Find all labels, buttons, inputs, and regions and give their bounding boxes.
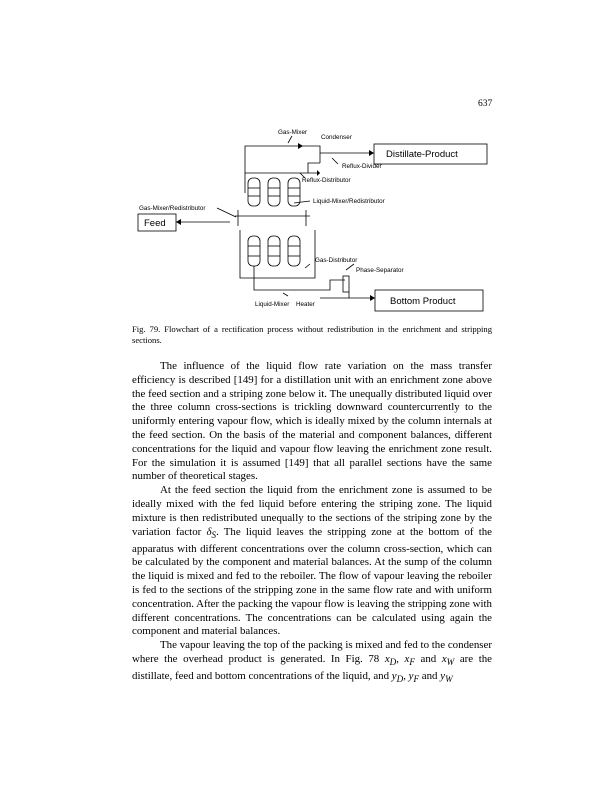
sub-F: F — [409, 657, 415, 668]
label-distillate-product: Distillate-Product — [386, 149, 458, 160]
stripping-section-3 — [288, 236, 300, 266]
enrichment-section-2 — [268, 178, 280, 206]
flowchart-diagram — [120, 118, 520, 328]
delta-sym: δ — [206, 525, 212, 538]
comma: , — [396, 652, 405, 665]
top-vapour-line — [245, 146, 298, 193]
label-liquid-mixer-redistributor: Liquid-Mixer/Redistributor — [313, 198, 385, 205]
paragraph-1: The influence of the liquid flow rate variation on the mass transfer efficiency is described [149] for a distillation unit with an enrichment zone above the feed section and a striping zone below it. The unequally distributed liquid over the three column cross-sections is trickling downward countercurrently to the uniformly entering vapour flow, which is ideally mixed by the column internals at the feed section. On the basis of the material and component balances, different concentrations for the liquid and vapour flow leaving the enrichment zone result. For the simulation it is assumed [149] that all parallel sections have the same number of theoretical stages. — [132, 360, 492, 483]
paragraph-3-part-a: The vapour leaving the top of the packing is mixed and fed to the condenser where the overhead product is generated. In Fig. 78 — [132, 639, 492, 665]
label-heater: Heater — [296, 301, 315, 308]
var-xD — [384, 652, 397, 668]
label-gas-distributor: Gas-Distributor — [315, 257, 358, 264]
flowchart-figure — [120, 118, 520, 328]
var-yD — [391, 669, 404, 685]
var-yF — [408, 669, 420, 685]
var-x: x — [384, 652, 390, 665]
var-y: y — [440, 669, 446, 682]
sub-D: D — [389, 657, 397, 668]
caption-label: Fig. 79. — [132, 324, 161, 334]
figure-caption — [132, 324, 492, 346]
label-reflux-divider: Reflux-Divider — [342, 163, 382, 170]
var-xW — [441, 652, 455, 668]
label-gas-mixer: Gas-Mixer — [278, 129, 308, 136]
var-y: y — [408, 669, 414, 682]
gas-distributor-line — [240, 230, 315, 278]
caption-text: Flowchart of a rectification process without redistribution in the enrichment and stripping sections. — [132, 324, 492, 345]
var-yW — [440, 669, 453, 685]
label-phase-separator: Phase-Separator — [356, 267, 404, 274]
condenser-line — [298, 146, 333, 153]
stripping-section-2 — [268, 236, 280, 266]
stripping-section-1 — [248, 236, 260, 266]
and-text-2: and — [419, 669, 441, 682]
sub-W: W — [445, 674, 453, 685]
paragraph-2 — [132, 484, 492, 639]
sub-D: D — [396, 674, 404, 685]
sub-W: W — [446, 657, 455, 668]
body-text — [132, 360, 492, 687]
var-y: y — [391, 669, 397, 682]
paragraph-2-part-b: . The liquid leaves the stripping zone at the bottom of the apparatus with different concentrations over the column cross-section, which can be calculated by the component and material balances. At the sump of the column the liquid is mixed and fed to the reboiler. The flow of vapour leaving the reboiler is fed to the sections of the stripping zone in the same flow rate and with uniform concentration. After the packing the vapour flow is leaving the stripping zone with different concentrations. The concentrations can be calculated using again the component and material balances. — [132, 525, 492, 638]
reboiler-line — [298, 280, 345, 290]
label-gas-mixer-redistributor: Gas-Mixer/Redistributor — [139, 205, 206, 212]
delta-subscript: S — [211, 529, 217, 540]
label-bottom-product: Bottom Product — [390, 296, 456, 307]
sub-F: F — [413, 674, 420, 685]
phase-separator — [343, 276, 349, 292]
comma: , — [403, 669, 409, 682]
paragraph-3-part-c: are the distillate, feed and bottom concentrations of the liquid, and — [132, 652, 492, 682]
enrichment-section-3 — [288, 178, 300, 206]
paragraph-2-part-a: At the feed section the liquid from the enrichment zone is assumed to be ideally mixed with the fed liquid before entering the striping zone. The liquid mixture is then redistributed unequally to the sections of the striping zone by the variation factor — [132, 484, 492, 538]
var-xF — [404, 652, 415, 668]
var-x: x — [441, 652, 447, 665]
enrichment-section-1 — [248, 178, 260, 206]
page-number: 637 — [478, 99, 493, 109]
var-x: x — [404, 652, 410, 665]
delta-symbol — [206, 526, 216, 538]
paragraph-3 — [132, 639, 492, 687]
label-feed: Feed — [144, 218, 166, 229]
label-liquid-mixer: Liquid-Mixer — [255, 301, 290, 308]
label-reflux-distributor: Reflux-Distributor — [302, 177, 351, 184]
label-condenser: Condenser — [321, 134, 352, 141]
and-text: and — [414, 652, 442, 665]
